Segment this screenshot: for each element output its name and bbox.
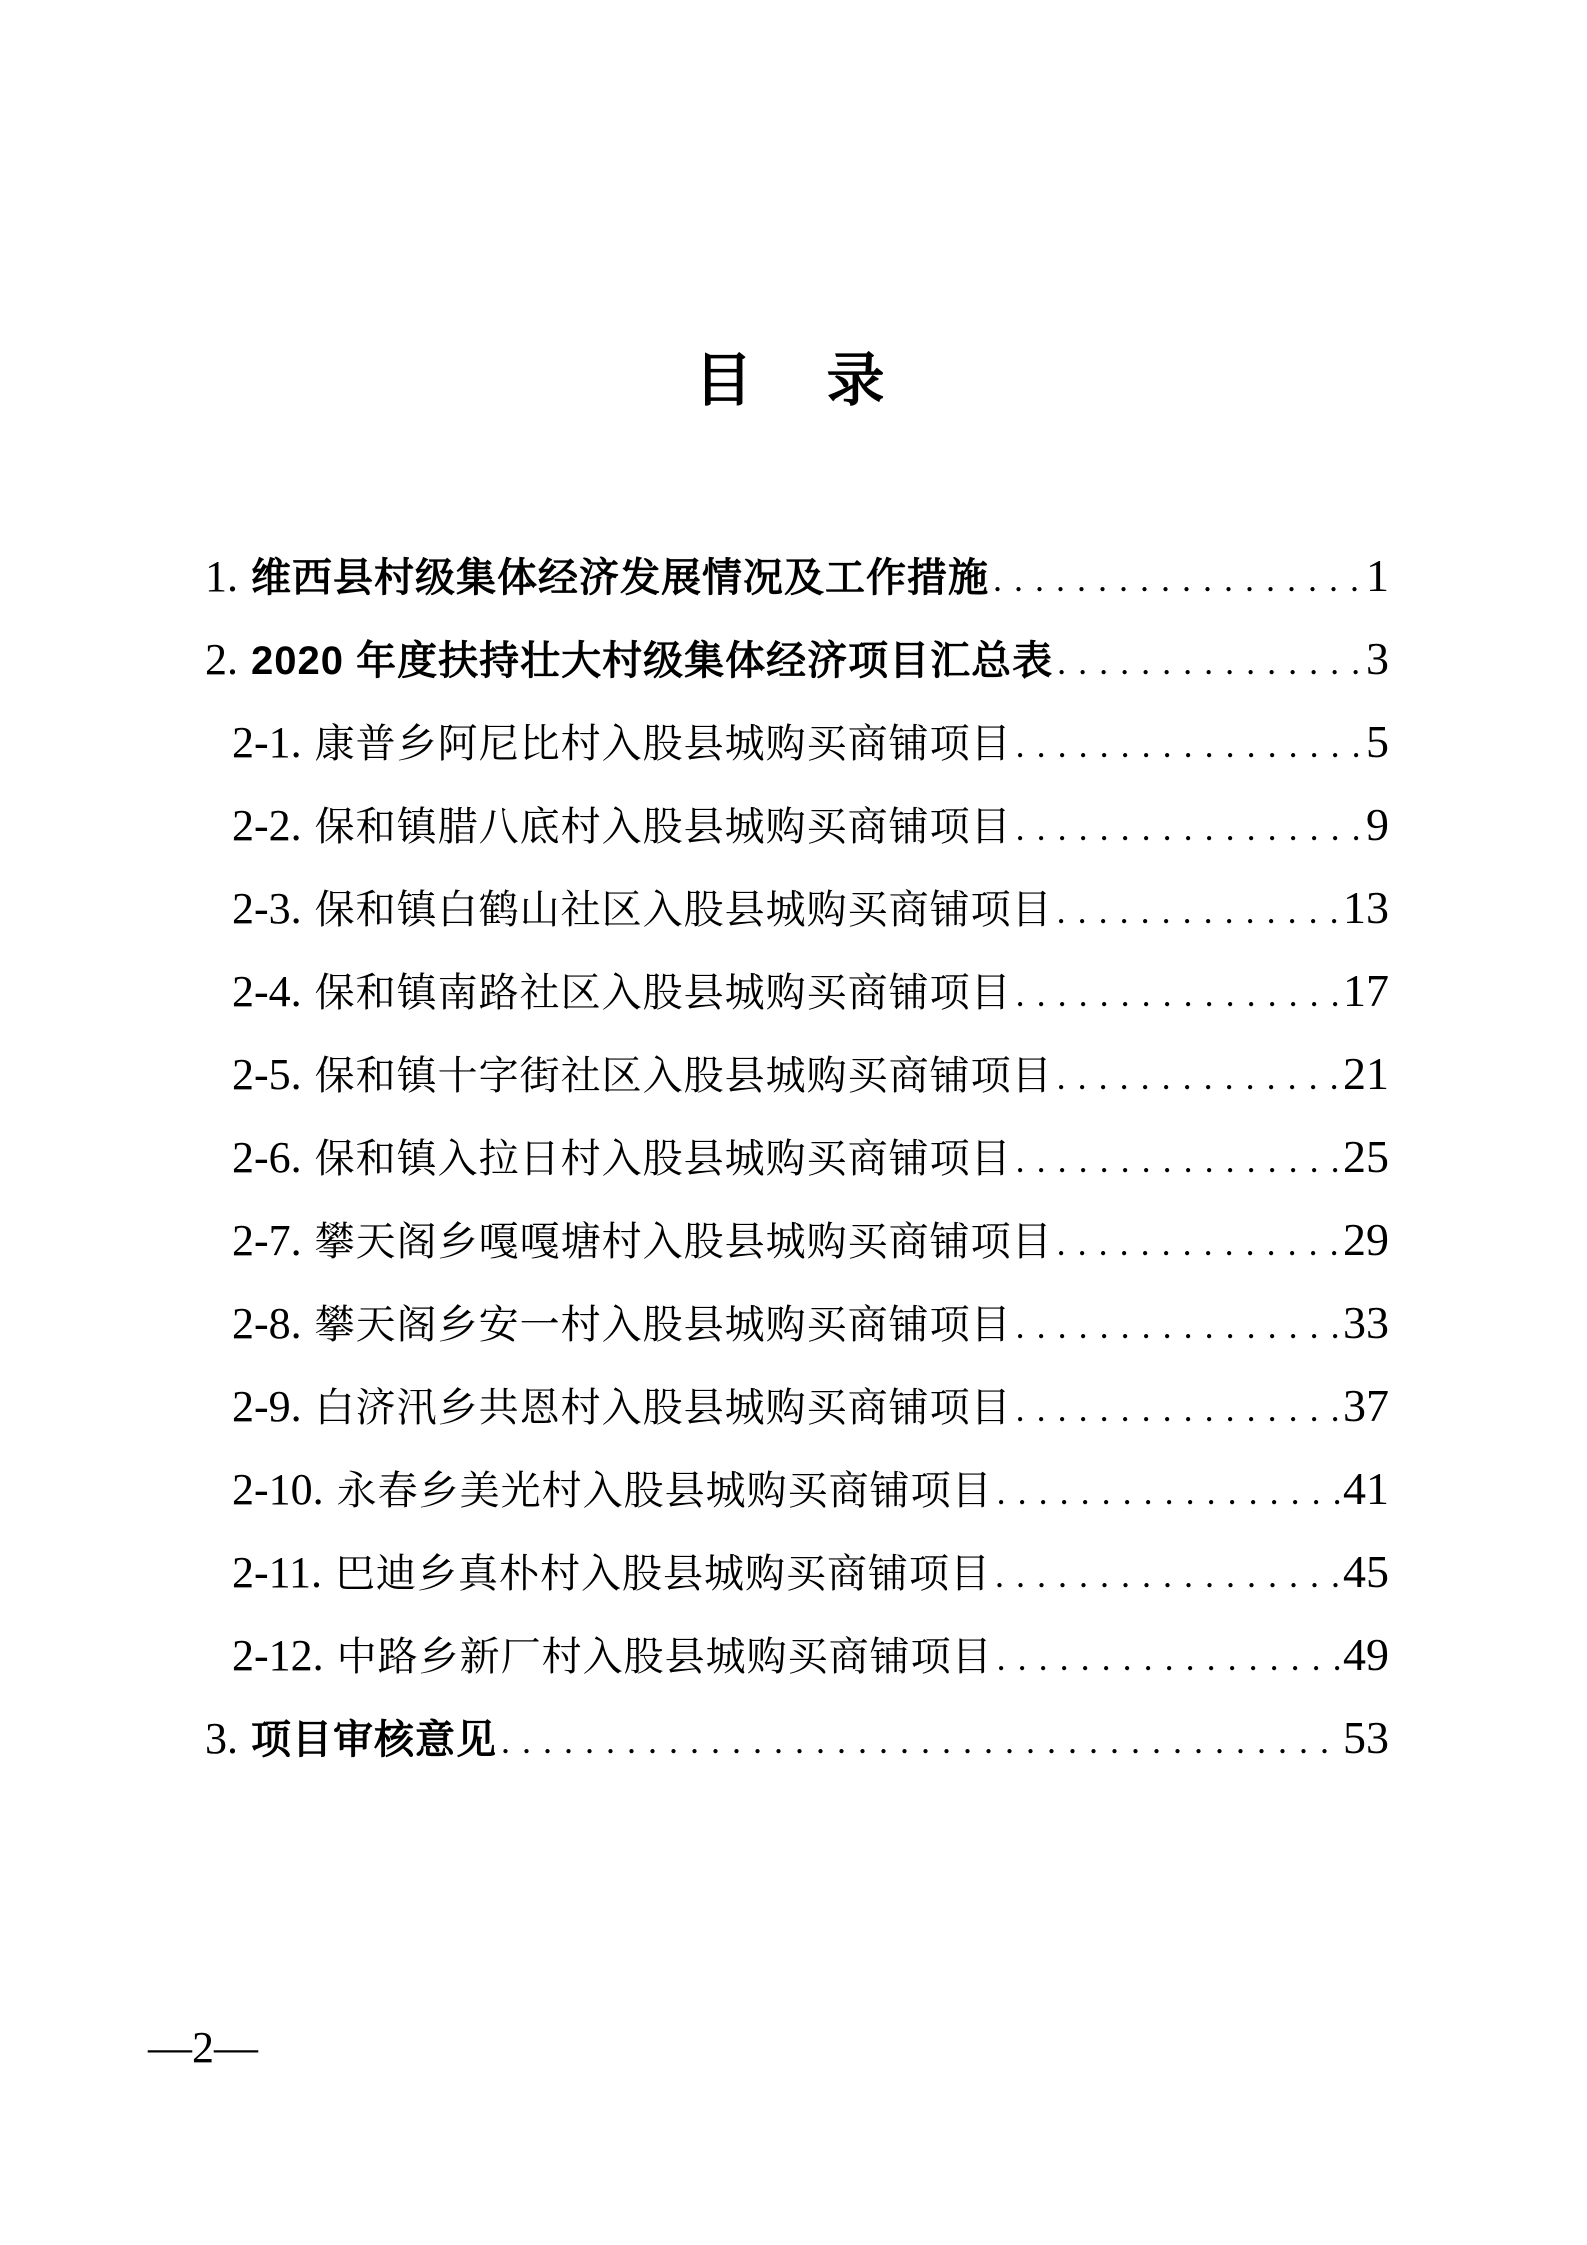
toc-entry-label: 巴迪乡真朴村入股县城购买商铺项目 bbox=[335, 1552, 992, 1596]
toc-page-number: 3 bbox=[1366, 633, 1389, 684]
toc-row[interactable] bbox=[205, 1283, 1389, 1366]
page-title: 目 录 bbox=[694, 348, 893, 413]
toc-entry-number: 2-10. bbox=[232, 1465, 324, 1514]
toc-row[interactable] bbox=[205, 1200, 1389, 1283]
toc-entry-number: 2-11. bbox=[232, 1548, 323, 1597]
toc-entry-number: 2-7. bbox=[232, 1216, 302, 1265]
toc-row[interactable] bbox=[205, 619, 1389, 702]
toc-entry-number: 2-1. bbox=[232, 718, 302, 767]
toc-entry-label: 保和镇腊八底村入股县城购买商铺项目 bbox=[314, 805, 1012, 849]
toc-page-number: 41 bbox=[1343, 1463, 1389, 1514]
dot-leader bbox=[991, 1535, 1343, 1615]
dot-leader bbox=[1012, 788, 1366, 868]
toc-row[interactable] bbox=[205, 536, 1389, 619]
toc-entry-number: 2-12. bbox=[232, 1631, 324, 1680]
toc-page-number: 29 bbox=[1343, 1214, 1389, 1265]
toc-page-number: 5 bbox=[1366, 716, 1389, 767]
toc-entry-label: 保和镇入拉日村入股县城购买商铺项目 bbox=[314, 1137, 1012, 1181]
toc-entry-label: 攀天阁乡安一村入股县城购买商铺项目 bbox=[314, 1303, 1012, 1347]
toc-row[interactable] bbox=[205, 951, 1389, 1034]
toc-row[interactable] bbox=[205, 1615, 1389, 1698]
toc-page-number: 49 bbox=[1343, 1629, 1389, 1680]
dot-leader bbox=[1053, 1203, 1343, 1283]
toc-page-number: 17 bbox=[1343, 965, 1389, 1016]
toc-entry-label: 中路乡新厂村入股县城购买商铺项目 bbox=[336, 1635, 993, 1679]
toc-entry-number: 1. bbox=[205, 552, 238, 601]
toc-entry-number: 2-2. bbox=[232, 801, 302, 850]
dot-leader bbox=[1012, 1120, 1343, 1200]
dot-leader bbox=[993, 1452, 1343, 1532]
dot-leader bbox=[1053, 622, 1366, 702]
toc-row[interactable] bbox=[205, 868, 1389, 951]
toc-row[interactable] bbox=[205, 1698, 1389, 1781]
toc-page-number: 53 bbox=[1343, 1712, 1389, 1763]
toc-row[interactable] bbox=[205, 1034, 1389, 1117]
toc-row[interactable] bbox=[205, 1366, 1389, 1449]
toc-entry-number: 2-8. bbox=[232, 1299, 302, 1348]
toc-page-number: 1 bbox=[1366, 550, 1389, 601]
toc-page-number: 13 bbox=[1343, 882, 1389, 933]
dot-leader bbox=[1012, 705, 1366, 785]
toc-entry-number: 2-4. bbox=[232, 967, 302, 1016]
dot-leader bbox=[1012, 1286, 1343, 1366]
toc-entry-label: 保和镇白鹤山社区入股县城购买商铺项目 bbox=[314, 888, 1053, 932]
toc-row[interactable] bbox=[205, 1117, 1389, 1200]
toc-entry-label: 攀天阁乡嘎嘎塘村入股县城购买商铺项目 bbox=[314, 1220, 1053, 1264]
dot-leader bbox=[1012, 954, 1343, 1034]
toc-page-number: 21 bbox=[1343, 1048, 1389, 1099]
toc-row[interactable] bbox=[205, 1532, 1389, 1615]
toc-page-number: 25 bbox=[1343, 1131, 1389, 1182]
toc-entry-label: 维西县村级集体经济发展情况及工作措施 bbox=[251, 556, 989, 600]
toc-row[interactable] bbox=[205, 785, 1389, 868]
toc-page-number: 9 bbox=[1366, 799, 1389, 850]
toc-entry-label: 保和镇十字街社区入股县城购买商铺项目 bbox=[314, 1054, 1053, 1098]
toc-entry-label: 康普乡阿尼比村入股县城购买商铺项目 bbox=[314, 722, 1012, 766]
toc-entry-label: 2020 年度扶持壮大村级集体经济项目汇总表 bbox=[251, 639, 1054, 683]
toc-entry-label: 项目审核意见 bbox=[251, 1718, 497, 1762]
toc-entry-number: 2-9. bbox=[232, 1382, 302, 1431]
dot-leader bbox=[1053, 871, 1343, 951]
toc-page-number: 45 bbox=[1343, 1546, 1389, 1597]
toc-entry-label: 白济汛乡共恩村入股县城购买商铺项目 bbox=[314, 1386, 1012, 1430]
dot-leader bbox=[1053, 1037, 1343, 1117]
toc-entry-number: 2-3. bbox=[232, 884, 302, 933]
toc-entry-number: 2-5. bbox=[232, 1050, 302, 1099]
toc-page-number: 33 bbox=[1343, 1297, 1389, 1348]
toc-entry-number: 2. bbox=[205, 635, 238, 684]
dot-leader bbox=[993, 1618, 1343, 1698]
toc-entry-number: 2-6. bbox=[232, 1133, 302, 1182]
footer-page-number: —2— bbox=[148, 2023, 258, 2072]
toc-entry-number: 3. bbox=[205, 1714, 238, 1763]
toc-page-number: 37 bbox=[1343, 1380, 1389, 1431]
toc-row[interactable] bbox=[205, 1449, 1389, 1532]
toc-row[interactable] bbox=[205, 702, 1389, 785]
toc-entry-label: 保和镇南路社区入股县城购买商铺项目 bbox=[314, 971, 1012, 1015]
dot-leader bbox=[1012, 1369, 1343, 1449]
dot-leader bbox=[497, 1701, 1343, 1781]
toc-entry-label: 永春乡美光村入股县城购买商铺项目 bbox=[336, 1469, 993, 1513]
dot-leader bbox=[989, 539, 1366, 619]
toc-list bbox=[205, 536, 1389, 1781]
